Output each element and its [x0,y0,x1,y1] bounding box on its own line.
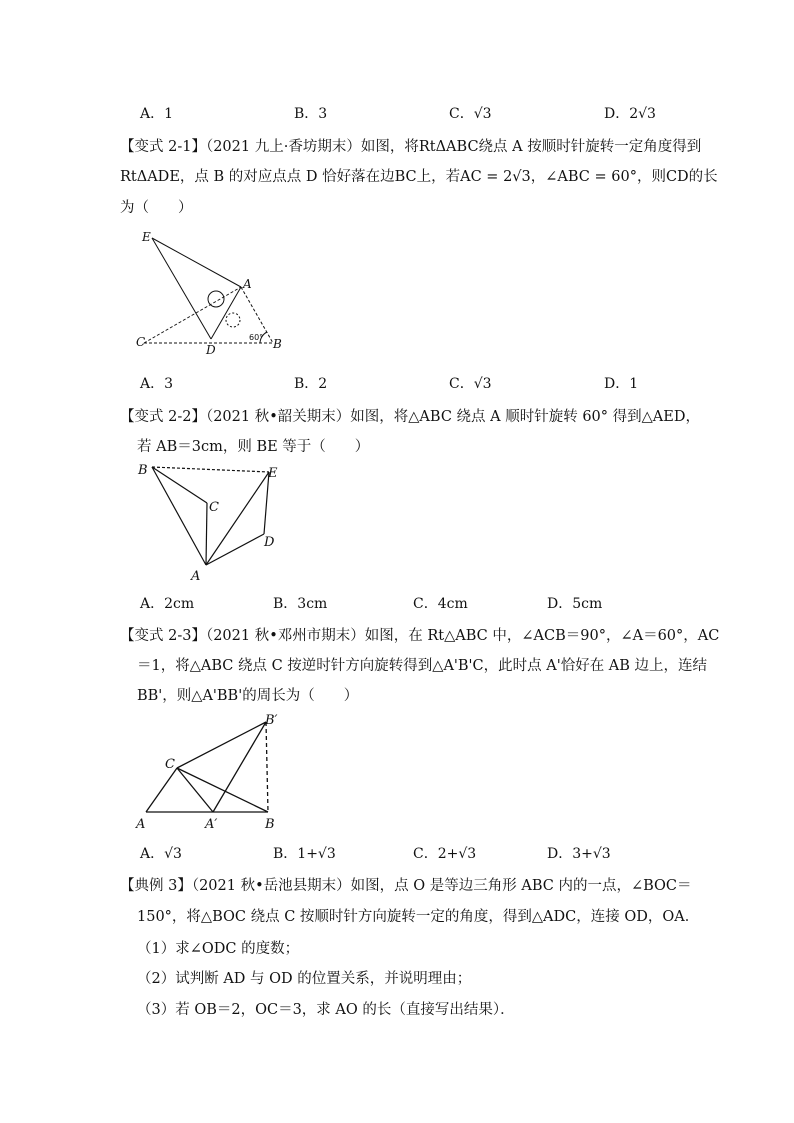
q0-option-a: A．1 [140,106,174,122]
v21-circle-dashed [226,313,240,327]
v22-seg-ae [206,472,269,565]
v22-option-a: A．2cm [140,596,195,612]
v23-option-b: B．1+√3 [273,846,336,862]
v22-seg-be [152,467,269,472]
v23-label-a1: A′ [205,817,218,832]
v21-option-d: D．1 [604,376,639,392]
e3-sub2: （2）试判断 AD 与 OD 的位置关系，并说明理由； [137,971,472,987]
v22-line1: 【变式 2-2】（2021 秋•韶关期末）如图，将△ABC 绕点 A 顺时针旋转 60° 得到△AED， [120,409,700,425]
v23-label-c: C [165,757,175,772]
v21-option-c: C．√3 [449,376,492,392]
v21-seg-ea [152,238,241,287]
v22-option-b: B．3cm [273,596,328,612]
v22-label-a: A [191,569,201,583]
q0-option-b: B．3 [294,106,328,122]
v23-line1: 【变式 2-3】（2021 秋•邓州市期末）如图，在 Rt△ABC 中，∠ACB＝90°，∠A＝60°，AC [120,628,720,644]
q0-option-d: D．2√3 [604,106,656,122]
v22-seg-bc [152,467,207,503]
v23-seg-b1b [266,722,268,812]
v23-seg-cb [177,768,268,812]
v21-seg-ed [152,238,211,339]
v23-label-a: A [136,817,146,832]
v23-seg-ac [146,768,177,812]
v21-label-e: E [142,230,151,244]
v23-line2: ＝1，将△ABC 绕点 C 按逆时针方向旋转得到△A'B'C，此时点 A'恰好在 AB 边上，连结 [137,658,708,674]
v23-label-b1: B′ [265,713,278,728]
v22-seg-da [206,534,264,565]
v21-label-b: B [273,337,282,351]
v22-seg-ca [206,503,207,565]
v23-line3: BB'，则△A'BB'的周长为（ ） [137,688,359,704]
v22-label-e: E [268,466,278,481]
v22-label-c: C [209,500,219,515]
v23-option-c: C．2+√3 [413,846,477,862]
v23-label-b: B [265,817,275,832]
v22-seg-ba [152,467,206,565]
e3-sub1: （1）求∠ODC 的度数； [137,941,300,957]
e3-sub3: （3）若 OB＝2，OC＝3，求 AO 的长（直接写出结果）． [137,1002,515,1018]
v21-option-a: A．3 [140,376,174,392]
v23-seg-ca1 [177,768,213,812]
e3-line1: 【典例 3】（2021 秋•岳池县期末）如图，点 O 是等边三角形 ABC 内的一点，∠BOC＝ [120,878,692,894]
v21-figure [130,228,290,358]
v22-figure [134,458,284,583]
v23-option-a: A．√3 [140,846,182,862]
v21-label-c: C [136,335,146,349]
v21-seg-ca [144,287,241,343]
e3-line2: 150°，将△BOC 绕点 C 按顺时针方向旋转一定的角度，得到△ADC，连接 OD，OA． [137,909,700,925]
v23-figure [132,710,292,835]
v21-label-d: D [206,343,216,357]
v22-option-d: D．5cm [547,596,603,612]
v22-seg-ed [264,472,269,534]
v22-line2: 若 AB＝3cm，则 BE 等于（ ） [137,439,370,455]
v21-line3: 为（ ） [120,200,193,216]
v21-seg-ad [211,287,241,339]
v22-label-d: D [264,535,275,550]
v21-label-angle: 60° [249,333,264,342]
v21-circle-solid [208,291,224,307]
q0-option-c: C．√3 [449,106,492,122]
v22-option-c: C．4cm [413,596,468,612]
v22-label-b: B [138,463,148,478]
v21-option-b: B．2 [294,376,328,392]
v21-line1: 【变式 2-1】（2021 九上·香坊期末）如图，将RtΔABC绕点 A 按顺时针旋转一定角度得到 [120,139,702,155]
v23-option-d: D．3+√3 [547,846,611,862]
v21-line2: RtΔADE，点 B 的对应点点 D 恰好落在边BC上，若AC = 2√3，∠ABC = 60°，则CD的长 [120,169,718,185]
v21-label-a: A [243,277,252,291]
